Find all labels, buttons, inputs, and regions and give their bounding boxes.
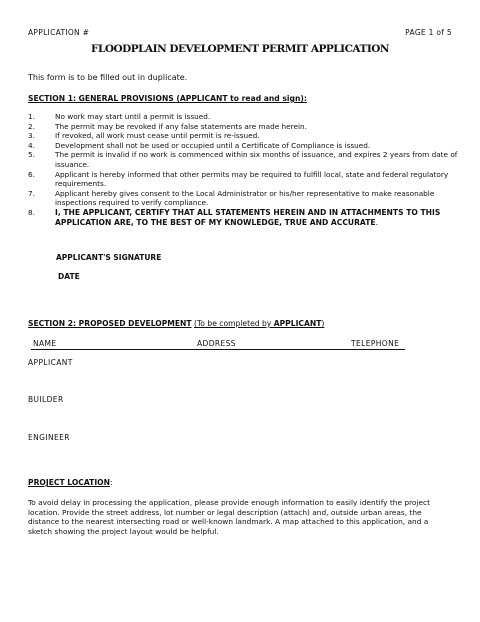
column-header-telephone: TELEPHONE [351,339,400,348]
signature-label: APPLICANT'S SIGNATURE [56,253,162,262]
list-item: 5. The permit is invalid if no work is commenced within six months of issuance, and expires 2 years from date of issuance. [28,150,458,169]
project-location-instructions: To avoid delay in processing the application, please provide enough information to easily identify the project location. Provide the street address, lot number or legal description (attach) and, outside urban areas, the distance to the nearest intersecting road or well-known landmark. A map attached to this application, and a sketch showing the project layout would be helpful. [28,498,431,536]
row-label-engineer: ENGINEER [28,433,70,442]
row-label-applicant: APPLICANT [28,358,73,367]
list-item: 4. Development shall not be used or occupied until a Certificate of Compliance is issued. [28,140,371,150]
section2-heading: SECTION 2: PROPOSED DEVELOPMENT (To be completed by APPLICANT) [28,319,325,328]
list-item: 1. No work may start until a permit is issued. [28,112,211,121]
row-label-builder: BUILDER [28,395,64,404]
page-number-label: PAGE 1 of 5 [405,28,452,37]
project-location-heading: PROJECT LOCATION: [28,478,113,487]
column-header-name: NAME [33,339,57,348]
column-header-address: ADDRESS [197,339,236,348]
general-provisions-list [28,112,458,227]
list-item: 6. Applicant is hereby informed that other permits may be required to fulfill local, state and federal regulatory requirements. [28,169,449,189]
list-item: 7. Applicant hereby gives consent to the Local Administrator or his/her representative to make reasonable inspections required to verify compliance. [28,188,435,208]
application-number-label: APPLICATION # [28,28,90,37]
column-headers [31,339,405,350]
section1-heading: SECTION 1: GENERAL PROVISIONS (APPLICANT to read and sign): [28,94,307,103]
list-item: 3. If revoked, all work must cease until permit is re-issued. [28,131,260,141]
certification-item: 8. I, THE APPLICANT, CERTIFY THAT ALL STATEMENTS HEREIN AND IN ATTACHMENTS TO THIS APPLICATION ARE, TO THE BEST OF MY KNOWLEDGE, TRUE AND ACCURATE. [28,207,441,227]
intro-text: This form is to be filled out in duplicate. [28,73,188,82]
page-title: FLOODPLAIN DEVELOPMENT PERMIT APPLICATION [91,43,389,55]
list-item: 2. The permit may be revoked if any false statements are made herein. [28,121,307,131]
date-label: DATE [58,272,80,281]
